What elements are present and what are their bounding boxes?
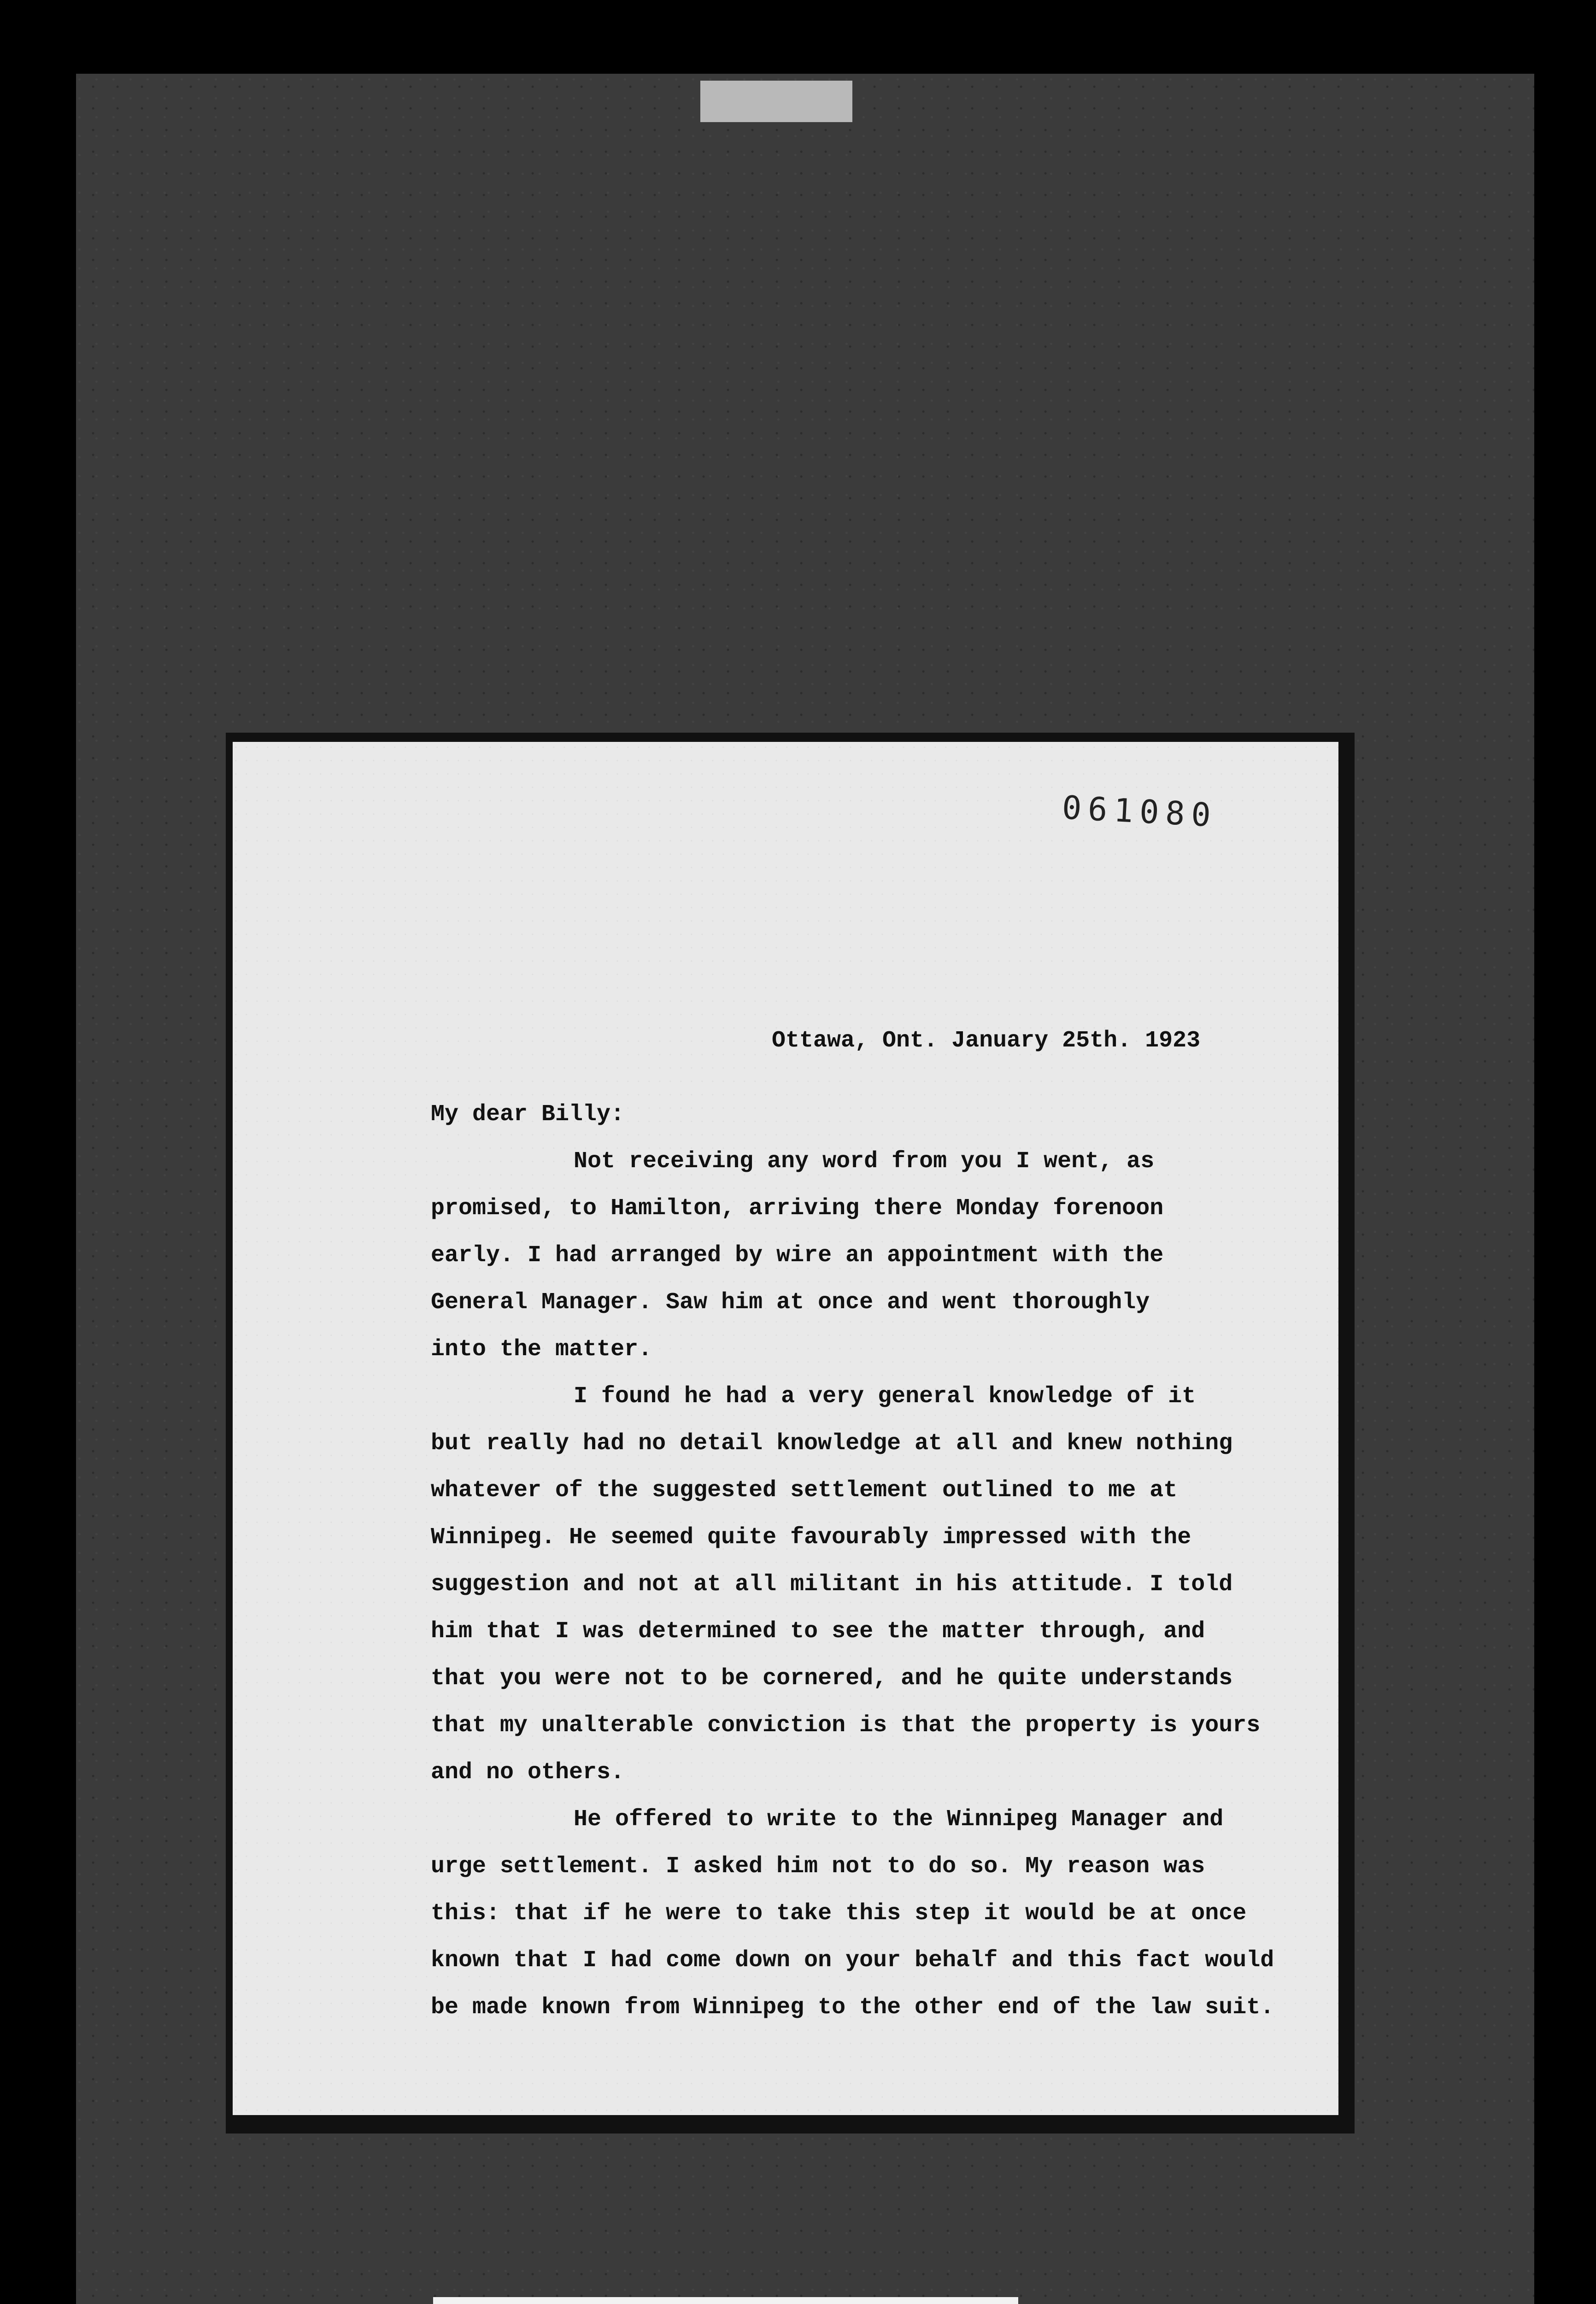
- letter-page: [233, 742, 1338, 2115]
- letter-paragraph: He offered to write to the Winnipeg Manager and urge settlement. I asked him not to do so. My reason was this: that if he were to take this step it would be at once known that I had come down on your behalf and this fact would be made known from Winnipeg to the other end of the law suit.: [431, 1806, 1274, 2021]
- document-number: 061080: [1061, 788, 1218, 835]
- letter-dateline: Ottawa, Ont. January 25th. 1923: [772, 1028, 1201, 1054]
- letter-body: [431, 1138, 1306, 2031]
- letter-paragraph: I found he had a very general knowledge of it but really had no detail knowledge at all and knew nothing whatever of the suggested settlement outlined to me at Winnipeg. He seemed quite favourably impressed with the suggestion and not at all militant in his attitude. I told him that I was determined to see the matter through, and that you were not to be cornered, and he quite understands that my unalterable conviction is that the property is yours and no others.: [431, 1383, 1261, 1786]
- tape-strip: [700, 81, 852, 122]
- collection-label: [433, 2297, 1018, 2304]
- letter-paragraph: Not receiving any word from you I went, as promised, to Hamilton, arriving there Monday forenoon early. I had arranged by wire an appointment with the General Manager. Saw him at once and went thoroughly into the matter.: [431, 1148, 1164, 1363]
- letter-salutation: My dear Billy:: [431, 1101, 625, 1128]
